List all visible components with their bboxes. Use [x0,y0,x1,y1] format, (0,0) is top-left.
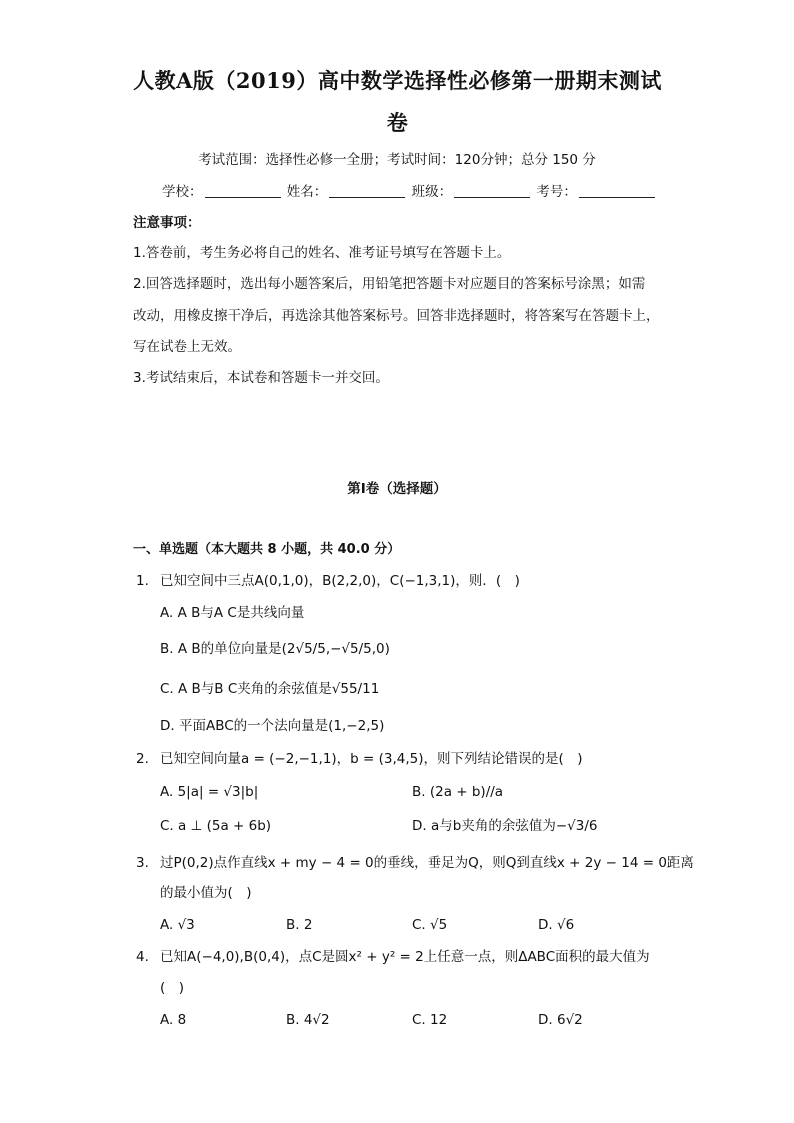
notice-item-2-line1: 2.回答选择题时，选出每小题答案后，用铅笔把答题卡对应题目的答案标号涂黑；如需 [133,276,646,292]
question-4-option-c[interactable]: C. 12 [412,1012,448,1028]
question-1-option-a[interactable]: A. A B与A C是共线向量 [160,605,305,621]
question-2-stem: 已知空间向量a = (−2,−1,1)，b = (3,4,5)，则下列结论错误的是( ) [160,751,583,767]
question-1-option-c[interactable]: C. A B与B C夹角的余弦值是√55/11 [160,681,380,697]
number-blank[interactable] [579,183,655,198]
notice-heading: 注意事项： [133,215,201,231]
question-4-option-a[interactable]: A. 8 [160,1012,187,1028]
class-blank[interactable] [454,183,530,198]
question-3-option-c[interactable]: C. √5 [412,917,448,933]
question-3-stem-line2: 的最小值为( ) [160,885,252,901]
notice-item-1: 1.答卷前，考生务必将自己的姓名、准考证号填写在答题卡上。 [133,245,511,261]
question-2-option-c[interactable]: C. a ⊥ (5a + 6b) [160,818,272,834]
name-blank[interactable] [329,183,405,198]
exam-title-line1: 人教A版（2019）高中数学选择性必修第一册期末测试 [133,68,662,93]
question-4-stem-line1: 已知A(−4,0),B(0,4)，点C是圆x² + y² = 2上任意一点，则ΔABC面积的最大值为 [160,949,650,965]
question-1-option-d[interactable]: D. 平面ABC的一个法向量是(1,−2,5) [160,718,385,734]
question-2-option-b[interactable]: B. (2a + b)//a [412,784,504,800]
question-3-number: 3. [136,855,149,871]
field-label-school: 学校： [162,184,203,200]
question-4-option-b[interactable]: B. 4√2 [286,1012,330,1028]
question-4-option-d[interactable]: D. 6√2 [538,1012,583,1028]
question-3-option-a[interactable]: A. √3 [160,917,195,933]
question-4-number: 4. [136,949,149,965]
question-1-option-b[interactable]: B. A B的单位向量是(2√5/5,−√5/5,0) [160,641,390,657]
question-3-option-b[interactable]: B. 2 [286,917,313,933]
notice-item-3: 3.考试结束后，本试卷和答题卡一并交回。 [133,370,389,386]
field-label-name: 姓名： [286,184,328,200]
question-2-number: 2. [136,751,149,767]
notice-item-2-line2: 改动，用橡皮擦干净后，再选涂其他答案标号。回答非选择题时，将答案写在答题卡上， [133,308,660,324]
school-blank[interactable] [205,183,281,198]
question-3-option-d[interactable]: D. √6 [538,917,575,933]
question-2-option-d[interactable]: D. a与b夹角的余弦值为−√3/6 [412,818,598,834]
question-4-stem-line2: ( ) [160,980,185,996]
field-label-class: 班级： [411,184,453,200]
exam-info: 考试范围：选择性必修一全册；考试时间：120分钟；总分 150 分 [198,152,596,168]
question-1-number: 1. [136,573,149,589]
exam-title-line2: 卷 [386,110,409,135]
field-label-number: 考号： [536,184,577,200]
part-1-title: 第I卷（选择题） [347,481,447,497]
student-info-fields [162,182,657,202]
question-1-stem: 已知空间中三点A(0,1,0)，B(2,2,0)，C(−1,3,1)，则．( ) [160,573,520,589]
notice-item-2-line3: 写在试卷上无效。 [133,339,241,355]
question-2-option-a[interactable]: A. 5|a| = √3|b| [160,784,259,800]
section-1-heading: 一、单选题（本大题共 8 小题，共 40.0 分） [133,542,401,557]
question-3-stem-line1: 过P(0,2)点作直线x + my − 4 = 0的垂线，垂足为Q，则Q到直线x + 2y − 14 = 0距离 [160,855,694,871]
